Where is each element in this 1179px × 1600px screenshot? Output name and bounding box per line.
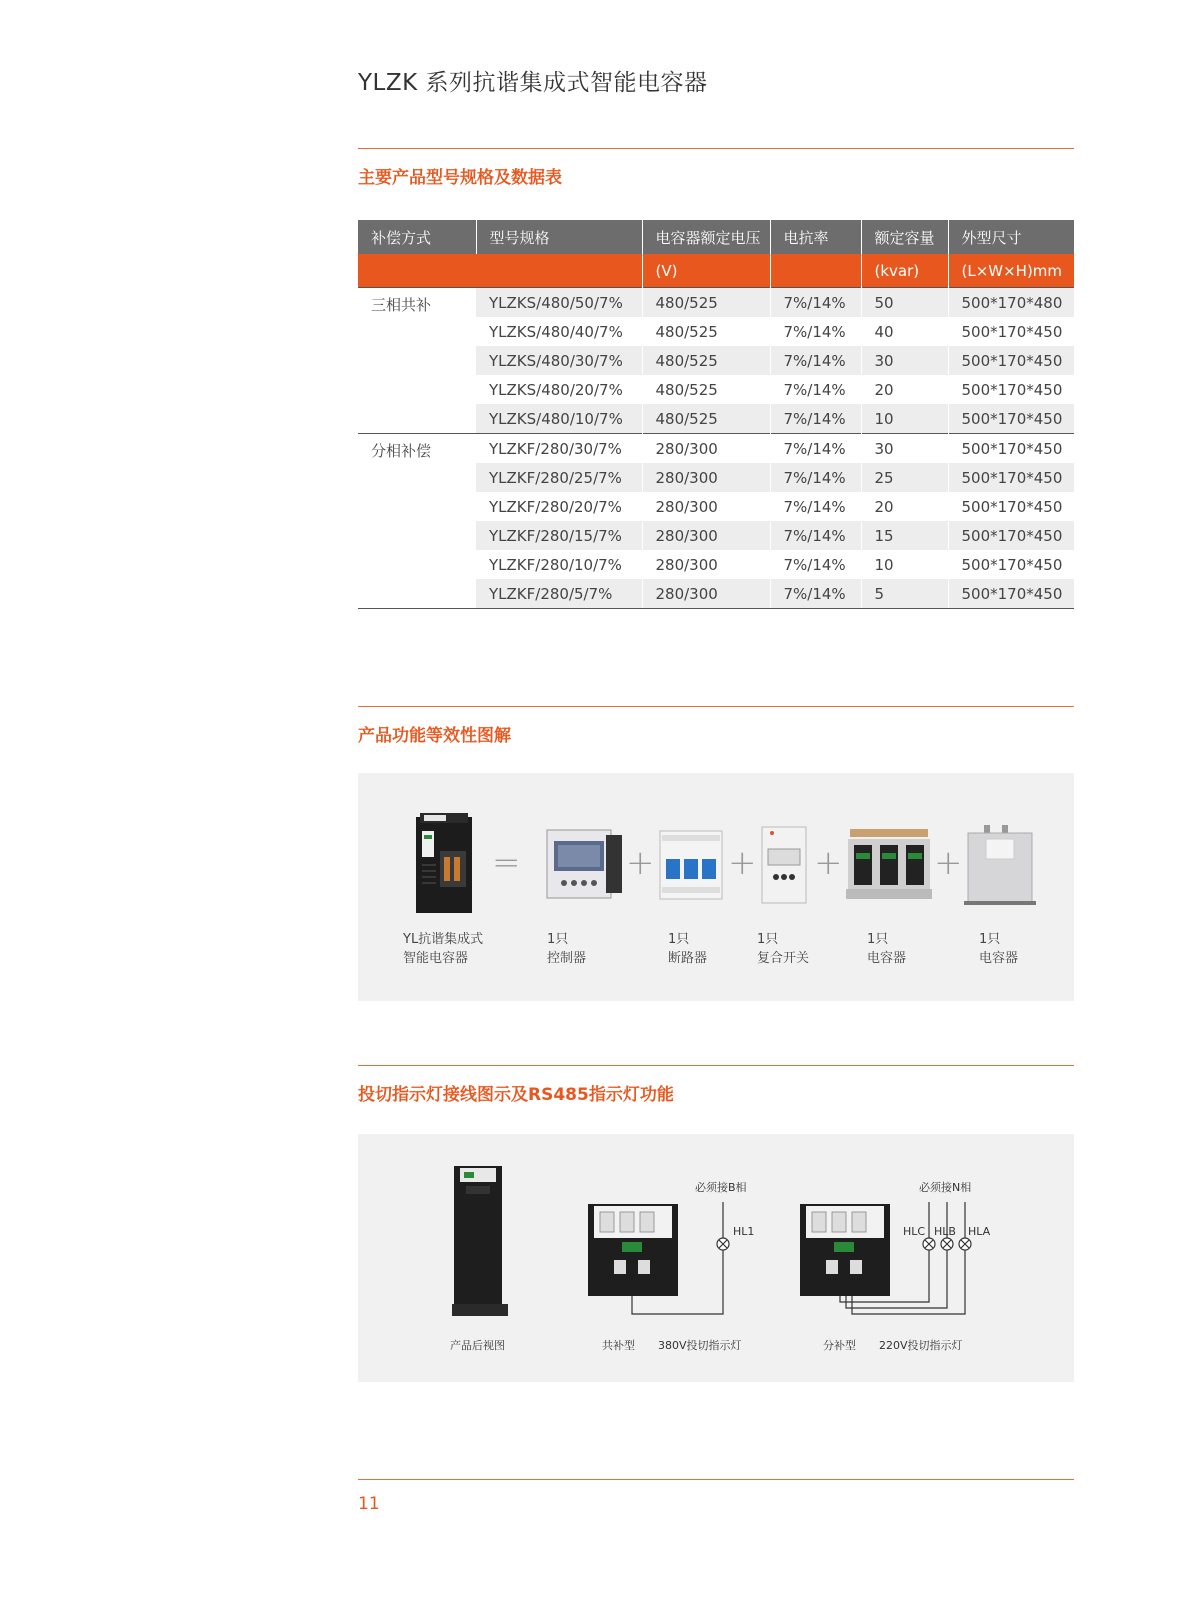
table-unit-cell (476, 254, 642, 288)
table-cell: YLZKF/280/25/7% (476, 463, 642, 492)
split-phase-label: 必须接N相 (919, 1181, 972, 1194)
item-caption (547, 930, 586, 968)
split-lamp-label: HLA (968, 1225, 991, 1238)
table-unit-cell: (V) (642, 254, 770, 288)
item-qty: 1只 (757, 932, 779, 947)
split-desc-caption: 220V投切指示灯 (879, 1339, 963, 1352)
table-header-cell: 额定容量 (861, 220, 948, 254)
table-header-cell: 电抗率 (770, 220, 861, 254)
section-title-wiring: 投切指示灯接线图示及RS485指示灯功能 (358, 1085, 674, 1105)
table-cell: 7%/14% (770, 521, 861, 550)
table-cell: 280/300 (642, 579, 770, 609)
breaker-image (658, 829, 724, 901)
item-name: 电容器 (867, 951, 907, 966)
table-cell: 20 (861, 375, 948, 404)
common-wiring-diagram (586, 1202, 766, 1322)
table-cell: YLZKS/480/20/7% (489, 380, 623, 399)
item-qty: 1只 (547, 932, 569, 947)
table-unit-cell: (L×W×H)mm (948, 254, 1074, 288)
caption-line: YL抗谐集成式 (403, 932, 484, 947)
section-title-function: 产品功能等效性图解 (358, 726, 511, 746)
table-cell: 480/525 (642, 317, 770, 346)
table-header-row (358, 220, 1074, 254)
item-caption (867, 930, 906, 968)
item-qty: 1只 (979, 932, 1001, 947)
table-cell: 7%/14% (770, 375, 861, 404)
caption-line: 智能电容器 (403, 951, 469, 966)
footer-divider (358, 1479, 1074, 1480)
table-cell: 500*170*450 (948, 404, 1074, 434)
item-caption (668, 930, 707, 968)
table-cell: 500*170*450 (948, 434, 1074, 464)
common-phase-label: 必须接B相 (695, 1181, 747, 1194)
main-product-caption (403, 930, 483, 968)
plus-sign: + (728, 843, 757, 883)
table-cell: YLZKS/480/10/7% (476, 404, 642, 434)
table-cell: 15 (861, 521, 948, 550)
table-header-cell: 型号规格 (476, 220, 642, 254)
table-cell: 480/525 (642, 288, 770, 318)
table-cell: 500*170*450 (948, 375, 1074, 404)
common-desc-caption: 380V投切指示灯 (658, 1339, 742, 1352)
item-name: 电容器 (979, 951, 1019, 966)
table-unit-row (358, 254, 1074, 288)
plus-sign: + (626, 843, 655, 883)
table-cell: 10 (861, 550, 948, 579)
table-cell: 10 (861, 404, 948, 434)
page-title: YLZK 系列抗谐集成式智能电容器 (358, 70, 708, 96)
table-cell: 500*170*450 (948, 521, 1074, 550)
table-cell: 25 (861, 463, 948, 492)
table-cell: 500*170*450 (948, 346, 1074, 375)
group-label: 三相共补 (358, 288, 476, 434)
page-number: 11 (358, 1494, 380, 1514)
table-cell: YLZKF/280/20/7% (489, 497, 622, 516)
table-cell: 500*170*480 (948, 288, 1074, 318)
table-row (358, 288, 1074, 318)
split-type-caption: 分补型 (823, 1339, 856, 1352)
table-cell: 20 (861, 492, 948, 521)
table-cell: 500*170*450 (948, 463, 1074, 492)
common-lamp-label: HL1 (733, 1225, 755, 1238)
section-title-spec: 主要产品型号规格及数据表 (358, 168, 562, 188)
item-qty: 1只 (668, 932, 690, 947)
spec-table (358, 220, 1074, 609)
item-name: 控制器 (547, 951, 587, 966)
item-qty: 1只 (867, 932, 889, 947)
split-wiring-diagram (798, 1202, 998, 1322)
table-cell: 5 (861, 579, 948, 609)
table-unit-cell (358, 254, 476, 288)
section-divider (358, 1065, 1074, 1066)
section-divider (358, 148, 1074, 149)
item-caption (979, 930, 1018, 968)
table-cell: 480/525 (642, 375, 770, 404)
table-cell: 7%/14% (770, 550, 861, 579)
table-cell: YLZKF/280/15/7% (476, 521, 642, 550)
table-cell: 500*170*450 (948, 579, 1074, 609)
table-header-cell: 外型尺寸 (948, 220, 1074, 254)
wiring-panel (358, 1134, 1074, 1382)
item-name: 断路器 (668, 951, 708, 966)
table-cell: YLZKS/480/50/7% (476, 288, 642, 318)
table-cell: 7%/14% (770, 579, 861, 609)
table-cell: YLZKF/280/10/7% (489, 555, 622, 574)
plus-sign: + (814, 843, 843, 883)
section-divider (358, 706, 1074, 707)
table-header-cell: 电容器额定电压 (642, 220, 770, 254)
table-cell: 30 (861, 434, 948, 464)
group-label: 分相补偿 (358, 434, 476, 609)
table-cell: 280/300 (642, 550, 770, 579)
table-cell: 40 (861, 317, 948, 346)
table-cell: 50 (861, 288, 948, 318)
table-cell: 7%/14% (770, 317, 861, 346)
controller-image (546, 829, 624, 899)
table-cell: 480/525 (642, 346, 770, 375)
table-cell: 7%/14% (770, 404, 861, 434)
plus-sign: + (934, 843, 963, 883)
table-cell: 7%/14% (770, 288, 861, 318)
composite-switch-image (758, 825, 810, 905)
table-cell: 280/300 (642, 434, 770, 464)
common-type-caption: 共补型 (602, 1339, 635, 1352)
integrated-capacitor-image (410, 811, 478, 915)
item-name: 复合开关 (757, 951, 810, 966)
table-cell: 30 (861, 346, 948, 375)
table-cell: YLZKF/280/30/7% (476, 434, 642, 464)
table-unit-cell (770, 254, 861, 288)
equals-sign: = (492, 843, 521, 883)
reactor-image (844, 827, 934, 903)
table-cell: 7%/14% (770, 463, 861, 492)
rear-view-caption: 产品后视图 (450, 1339, 505, 1352)
table-cell: 500*170*450 (948, 492, 1074, 521)
table-cell: 7%/14% (770, 492, 861, 521)
split-lamp-label: HLC (903, 1225, 926, 1238)
table-cell: 280/300 (642, 492, 770, 521)
table-cell: 280/300 (642, 521, 770, 550)
table-unit-cell: (kvar) (861, 254, 948, 288)
table-cell: 500*170*450 (948, 317, 1074, 346)
table-cell: 7%/14% (770, 346, 861, 375)
table-cell: 480/525 (642, 404, 770, 434)
equivalence-panel (358, 773, 1074, 1001)
table-cell: YLZKS/480/30/7% (476, 346, 642, 375)
capacitor-image (962, 823, 1038, 907)
table-header-cell: 补偿方式 (358, 220, 476, 254)
rear-view-image (450, 1164, 510, 1320)
table-row (358, 434, 1074, 464)
table-cell: YLZKF/280/5/7% (476, 579, 642, 609)
table-cell: 280/300 (642, 463, 770, 492)
split-lamp-label: HLB (934, 1225, 956, 1238)
table-cell: YLZKS/480/40/7% (489, 322, 623, 341)
item-caption (757, 930, 809, 968)
table-cell: 500*170*450 (948, 550, 1074, 579)
table-cell: 7%/14% (770, 434, 861, 464)
